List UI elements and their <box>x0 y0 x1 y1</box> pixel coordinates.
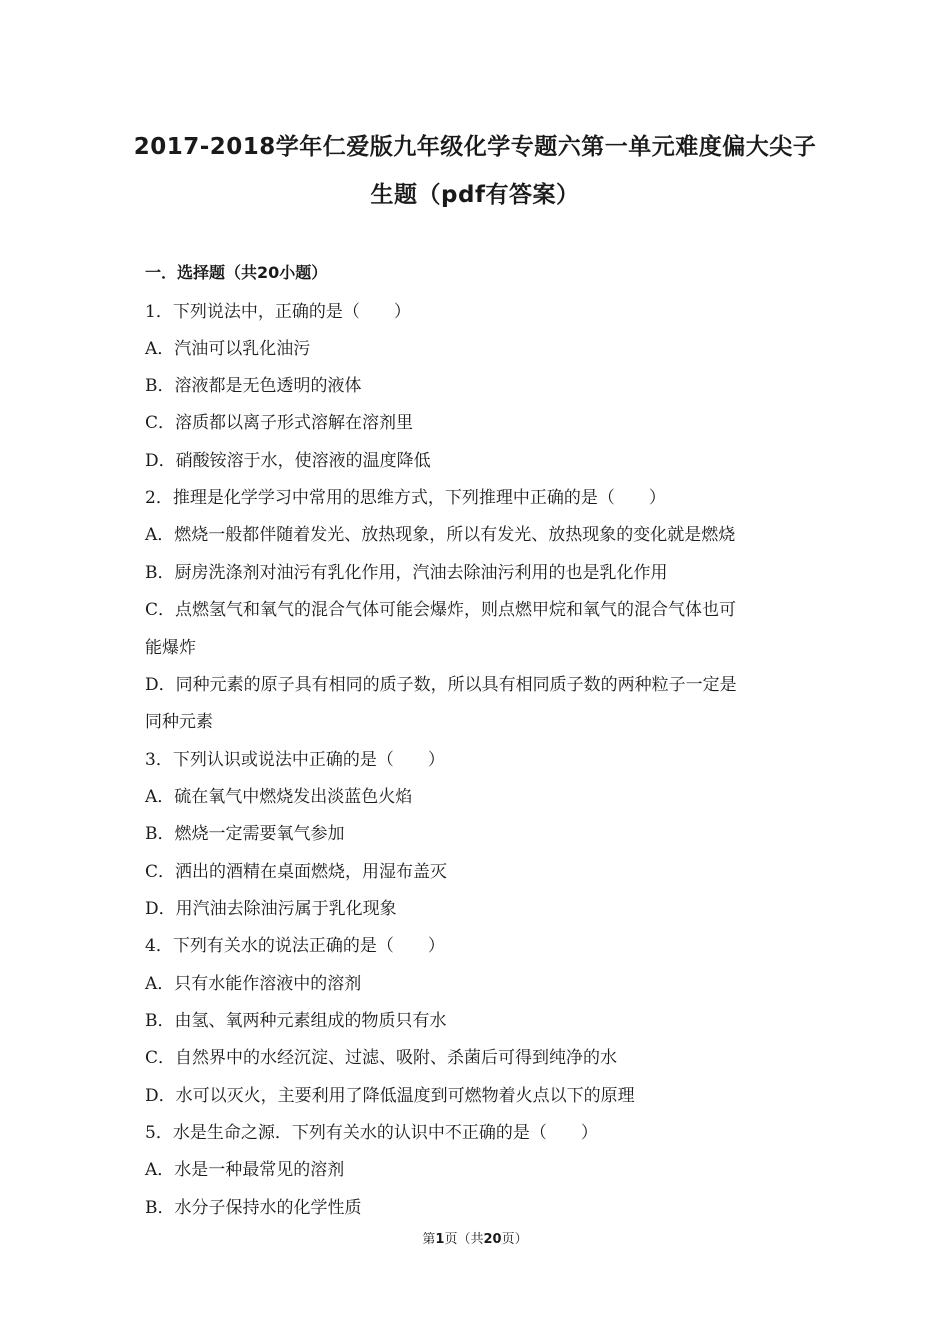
page-footer <box>0 1228 950 1247</box>
option-line: C．洒出的酒精在桌面燃烧，用湿布盖灭 <box>145 862 448 882</box>
total-pages: 20 <box>483 1232 502 1247</box>
footer-prefix: 第 <box>422 1232 436 1247</box>
option-line: A．燃烧一般都伴随着发光、放热现象，所以有发光、放热现象的变化就是燃烧 <box>145 525 736 545</box>
option-line: B．溶液都是无色透明的液体 <box>145 376 362 396</box>
page-number: 1 <box>435 1232 445 1247</box>
question-4: 4．下列有关水的说法正确的是（ ） <box>145 936 445 956</box>
question-3: 3．下列认识或说法中正确的是（ ） <box>145 750 445 770</box>
option-line: A．硫在氧气中燃烧发出淡蓝色火焰 <box>145 787 413 807</box>
question-2: 2．推理是化学学习中常用的思维方式，下列推理中正确的是（ ） <box>145 488 666 508</box>
question-5: 5．水是生命之源．下列有关水的认识中不正确的是（ ） <box>145 1123 598 1143</box>
option-line: A．水是一种最常见的溶剂 <box>145 1160 345 1180</box>
option-line: C．点燃氢气和氧气的混合气体可能会爆炸，则点燃甲烷和氧气的混合气体也可 <box>145 600 737 620</box>
footer-suffix: 页） <box>501 1232 528 1247</box>
option-line: A．只有水能作溶液中的溶剂 <box>145 974 362 994</box>
option-line: B．水分子保持水的化学性质 <box>145 1198 362 1218</box>
footer-middle: 页（共 <box>444 1232 484 1247</box>
question-1: 1．下列说法中，正确的是（ ） <box>145 302 411 322</box>
option-line-continued: 能爆炸 <box>145 638 196 658</box>
option-line: D．水可以灭火，主要利用了降低温度到可燃物着火点以下的原理 <box>145 1086 635 1106</box>
section-heading: 一．选择题（共20小题） <box>145 263 328 282</box>
option-line: C．自然界中的水经沉淀、过滤、吸附、杀菌后可得到纯净的水 <box>145 1048 618 1068</box>
option-line: B．燃烧一定需要氧气参加 <box>145 824 345 844</box>
option-line: D．同种元素的原子具有相同的质子数，所以具有相同质子数的两种粒子一定是 <box>145 675 737 695</box>
option-line-continued: 同种元素 <box>145 712 213 732</box>
option-line: C．溶质都以离子形式溶解在溶剂里 <box>145 413 414 433</box>
option-line: B．厨房洗涤剂对油污有乳化作用，汽油去除油污利用的也是乳化作用 <box>145 563 668 583</box>
option-line: D．硝酸铵溶于水，使溶液的温度降低 <box>145 451 431 471</box>
option-line: B．由氢、氧两种元素组成的物质只有水 <box>145 1011 447 1031</box>
document-title-line-2: 生题（pdf有答案） <box>370 182 580 208</box>
option-line: A．汽油可以乳化油污 <box>145 339 311 359</box>
option-line: D．用汽油去除油污属于乳化现象 <box>145 899 397 919</box>
document-title-line-1: 2017-2018学年仁爱版九年级化学专题六第一单元难度偏大尖子 <box>133 134 817 160</box>
